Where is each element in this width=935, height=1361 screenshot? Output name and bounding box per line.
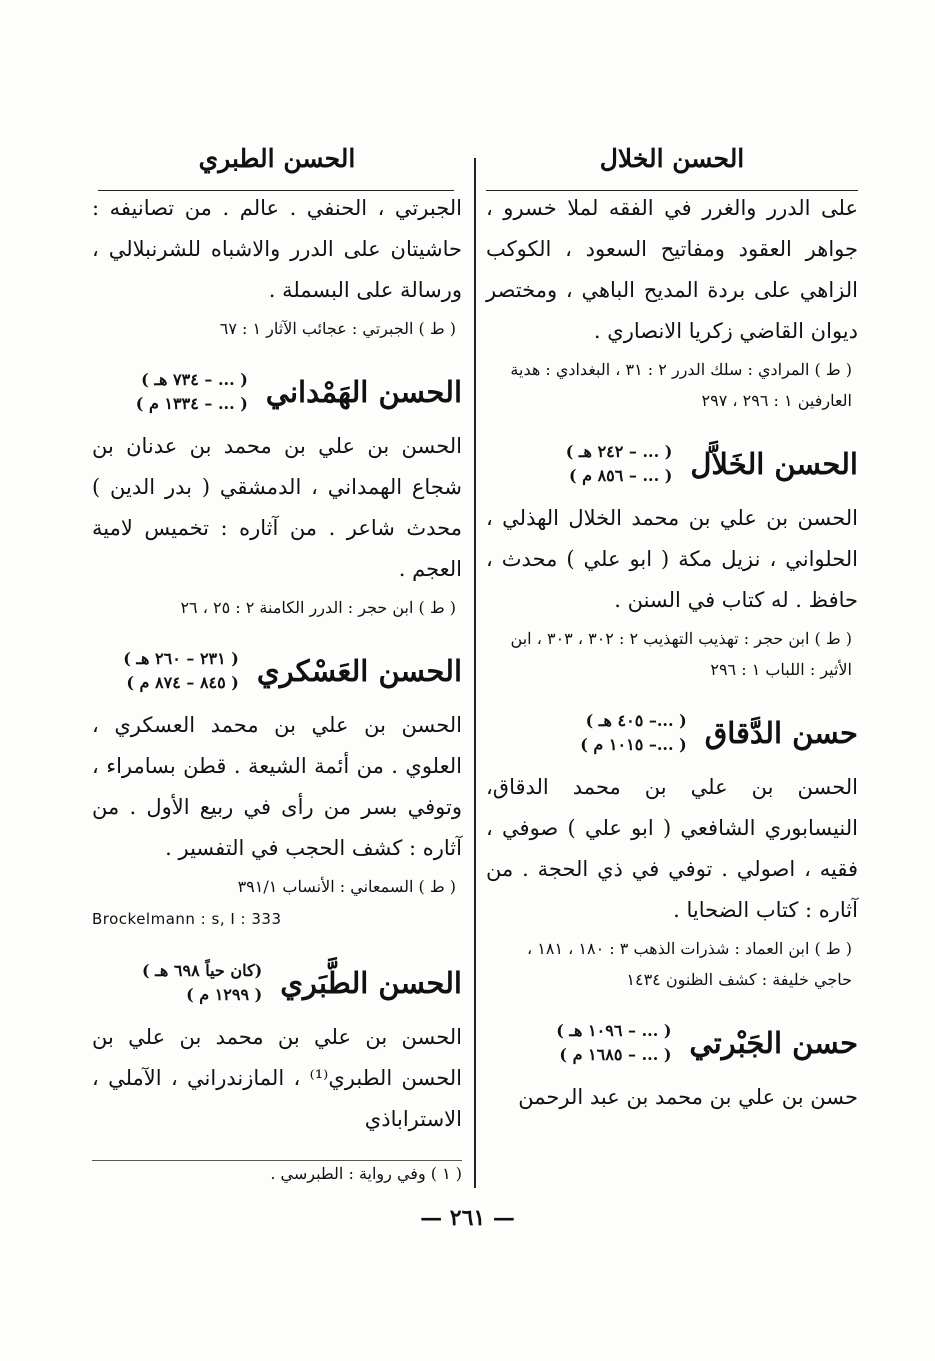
date-hijri: ( ٢٣١ – ٢٦٠ هـ ) bbox=[123, 649, 239, 668]
entry-name: حسن الجَبْرتي bbox=[689, 1026, 858, 1060]
entry-name: الحسن الخَلاَّل bbox=[690, 447, 858, 481]
entry-head bbox=[92, 362, 462, 422]
entry-text: حسن بن علي بن محمد بن عبد الرحمن bbox=[518, 1085, 858, 1109]
date-hijri: (كان حياً ٦٩٨ هـ ) bbox=[142, 961, 263, 980]
column-divider bbox=[474, 158, 476, 1188]
entry-source: ( ط ) السمعاني : الأنساب ٣٩١/١ bbox=[237, 877, 456, 896]
entry-name: حسن الدَّقاق bbox=[704, 716, 858, 750]
page-number: — ٢٦١ — bbox=[420, 1205, 515, 1231]
left-column-header: الحسن الطبري bbox=[198, 144, 356, 173]
entry-text: الحسن بن علي بن محمد بن علي بن الحسن الطبري⁽¹⁾ ، المازندراني ، الآملي ، الاستراباذي bbox=[92, 1025, 462, 1131]
left-column bbox=[92, 140, 462, 1140]
entry-dates bbox=[580, 709, 686, 757]
entry-dates bbox=[123, 647, 239, 695]
entry-head bbox=[486, 1013, 858, 1073]
right-column-header: الحسن الخلال bbox=[599, 144, 745, 173]
entry-head bbox=[92, 953, 462, 1013]
entry-source-latin: Brockelmann : s, I : 333 bbox=[92, 910, 282, 928]
entry-hasan-jabarti bbox=[486, 1013, 858, 1118]
entry-text: الحسن بن علي بن محمد العسكري ، العلوي . من أئمة الشيعة . قطن بسامراء ، وتوفي بسر من رأى في ربيع الأول . من آثاره : كشف الحجب في التفسير . bbox=[92, 713, 462, 860]
date-gregorian: ( ... – ١٣٣٤ م ) bbox=[135, 394, 248, 413]
date-gregorian: ( ...– ١٠١٥ م ) bbox=[580, 735, 687, 754]
right-intro-source: ( ط ) المرادي : سلك الدرر ٢ : ٣١ ، البغدادي : هدية العارفين ١ : ٢٩٦ ، ٢٩٧ bbox=[510, 360, 852, 410]
date-hijri: ( ... – ٢٤٢ هـ ) bbox=[565, 442, 673, 461]
entry-source: ( ط ) ابن حجر : الدرر الكامنة ٢ : ٢٥ ، ٢٦ bbox=[180, 598, 456, 617]
entry-hasan-khallal bbox=[486, 434, 858, 685]
right-column bbox=[486, 140, 858, 1118]
left-intro-source: ( ط ) الجبرتي : عجائب الآثار ١ : ٦٧ bbox=[219, 319, 456, 338]
entry-name: الحسن الطَّبَري bbox=[280, 966, 462, 1000]
entry-source: ( ط ) ابن العماد : شذرات الذهب ٣ : ١٨٠ ، ١٨١ ، حاجي خليفة : كشف الظنون ١٤٣٤ bbox=[527, 939, 852, 989]
entry-text: الحسن بن علي بن محمد بن عدنان بن شجاع الهمداني ، الدمشقي ( بدر الدين ) محدث شاعر . من آثاره : تخميس لامية العجم . bbox=[92, 434, 462, 581]
entry-head bbox=[92, 641, 462, 701]
entry-dates bbox=[566, 440, 673, 488]
right-intro-text: على الدرر والغرر في الفقه لملا خسرو ، جواهر العقود ومفاتيح السعود ، الكوكب الزاهي على بردة المديح الباهي ، ومختصر ديوان القاضي زكريا الانصاري . bbox=[486, 196, 858, 343]
date-gregorian: ( ... – ١٦٨٥ م ) bbox=[559, 1045, 672, 1064]
footnote: ( ١ ) وفي رواية : الطبرسي . bbox=[270, 1164, 462, 1183]
entry-dates bbox=[556, 1019, 671, 1067]
date-gregorian: ( ١٢٩٩ م ) bbox=[186, 985, 263, 1004]
entry-text: الحسن بن علي بن محمد الدقاق، النيسابوري الشافعي ( ابو علي ) صوفي ، فقيه ، اصولي . توفي في ذي الحجة . من آثاره : كتاب الضحايا . bbox=[486, 775, 858, 922]
entry-dates bbox=[136, 368, 248, 416]
entry-text: الحسن بن علي بن محمد الخلال الهذلي ، الحلواني ، نزيل مكة ( ابو علي ) محدث ، حافظ . له كتاب في السنن . bbox=[486, 506, 858, 612]
date-gregorian: ( ٨٤٥ – ٨٧٤ م ) bbox=[126, 673, 239, 692]
date-hijri: ( ... – ٧٣٤ هـ ) bbox=[141, 370, 248, 389]
right-header-rule bbox=[486, 190, 858, 191]
left-header-rule bbox=[98, 190, 454, 191]
entry-dates bbox=[142, 959, 262, 1007]
entry-source: ( ط ) ابن حجر : تهذيب التهذيب ٢ : ٣٠٢ ، ٣٠٣ ، ابن الأثير : اللباب ١ : ٢٩٦ bbox=[510, 629, 852, 679]
entry-hasan-hamdani bbox=[92, 362, 462, 623]
left-intro-text: الجبرتي ، الحنفي . عالم . من تصانيفه : حاشيتان على الدرر والاشباه للشرنبلالي ، ورسالة على البسملة . bbox=[92, 196, 462, 302]
entry-head bbox=[486, 703, 858, 763]
entry-head bbox=[486, 434, 858, 494]
entry-hasan-askari bbox=[92, 641, 462, 935]
entry-name: الحسن العَسْكري bbox=[256, 654, 462, 688]
entry-hasan-tabari bbox=[92, 953, 462, 1140]
entry-hasan-daqqaq bbox=[486, 703, 858, 995]
entry-name: الحسن الهَمْداني bbox=[265, 375, 462, 409]
date-hijri: ( ...– ٤٠٥ هـ ) bbox=[585, 711, 687, 730]
footnote-rule bbox=[92, 1160, 462, 1161]
date-hijri: ( ... – ١٠٩٦ هـ ) bbox=[556, 1021, 672, 1040]
date-gregorian: ( ... – ٨٥٦ م ) bbox=[568, 466, 673, 485]
